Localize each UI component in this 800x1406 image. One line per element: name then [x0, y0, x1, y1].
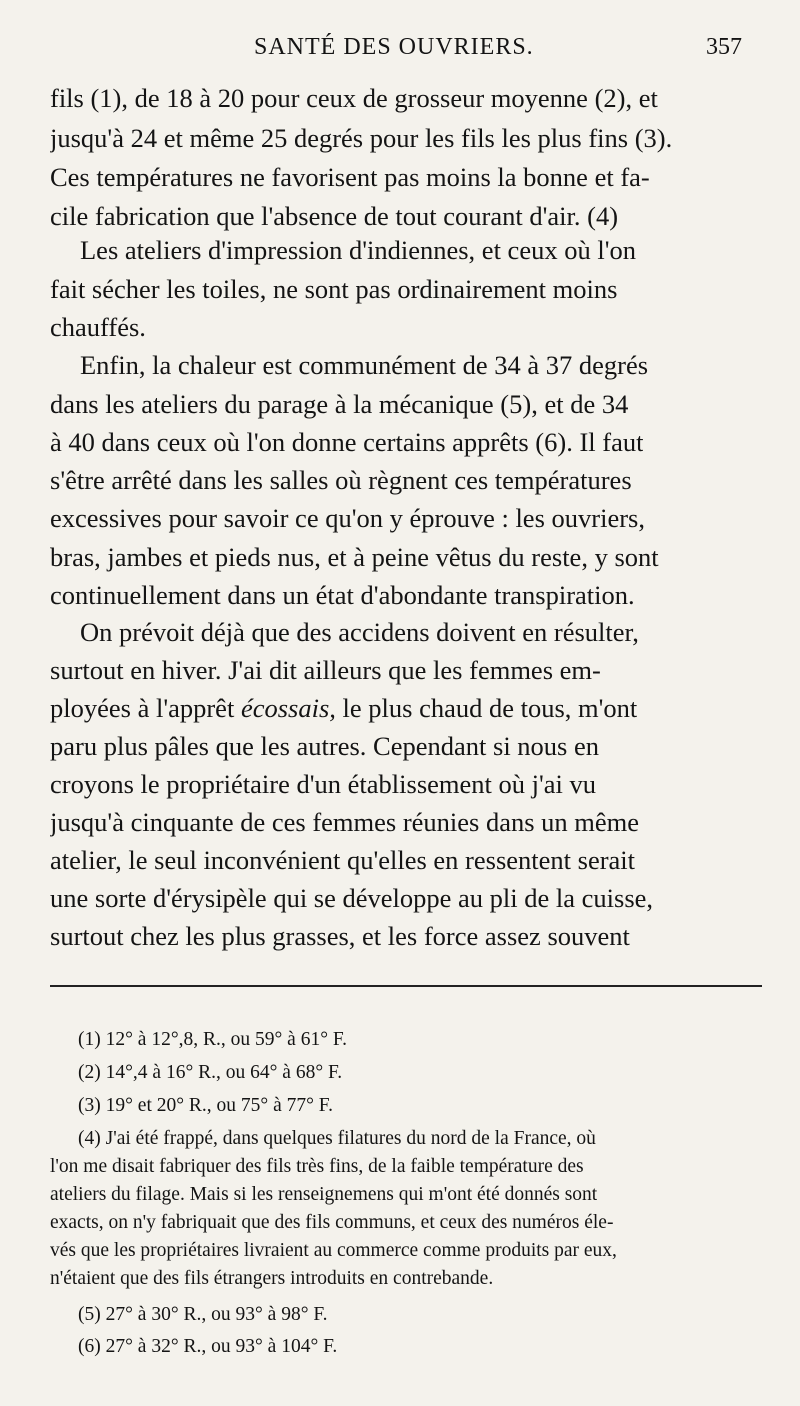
- body-line: s'être arrêté dans les salles où règnent ces températures: [50, 465, 632, 495]
- body-line: jusqu'à cinquante de ces femmes réunies dans un même: [50, 807, 640, 837]
- footnote-continuation: ateliers du filage. Mais si les renseignemens qui m'ont été donnés sont: [50, 1184, 598, 1205]
- body-line: une sorte d'érysipèle qui se développe au pli de la cuisse,: [50, 883, 654, 913]
- body-line: Enfin, la chaleur est communément de 34 à 37 degrés: [80, 350, 649, 380]
- body-line: paru plus pâles que les autres. Cependant si nous en: [50, 731, 600, 761]
- body-line: cile fabrication que l'absence de tout courant d'air. (4): [50, 201, 619, 231]
- footnote: (1) 12° à 12°,8, R., ou 59° à 61° F.: [78, 1029, 348, 1050]
- footnote: (4) J'ai été frappé, dans quelques filatures du nord de la France, où: [78, 1128, 596, 1149]
- footnote-continuation: vés que les propriétaires livraient au commerce comme produits par eux,: [50, 1240, 617, 1261]
- body-line: chauffés.: [50, 312, 146, 342]
- body-line: On prévoit déjà que des accidens doivent en résulter,: [80, 617, 639, 647]
- body-line: surtout en hiver. J'ai dit ailleurs que les femmes em-: [50, 655, 601, 685]
- body-line: continuellement dans un état d'abondante transpiration.: [50, 580, 635, 610]
- body-line-end: le plus chaud de tous, m'ont: [335, 693, 638, 723]
- body-line: fait sécher les toiles, ne sont pas ordinairement moins: [50, 274, 618, 304]
- body-line: surtout chez les plus grasses, et les force assez souvent: [50, 921, 630, 951]
- running-head: [0, 34, 800, 74]
- body-line: dans les ateliers du parage à la mécanique (5), et de 34: [50, 389, 629, 419]
- footnote-continuation: exacts, on n'y fabriquait que des fils communs, et ceux des numéros éle-: [50, 1212, 614, 1233]
- body-line: Les ateliers d'impression d'indiennes, et ceux où l'on: [80, 235, 636, 265]
- body-line: croyons le propriétaire d'un établissement où j'ai vu: [50, 769, 597, 799]
- body-line: fils (1), de 18 à 20 pour ceux de grosseur moyenne (2), et: [50, 83, 658, 113]
- footnote-continuation: l'on me disait fabriquer des fils très fins, de la faible température des: [50, 1156, 584, 1177]
- body-line: excessives pour savoir ce qu'on y éprouve : les ouvriers,: [50, 503, 645, 533]
- running-head-title: SANTÉ DES OUVRIERS.: [254, 34, 534, 60]
- body-line: bras, jambes et pieds nus, et à peine vêtus du reste, y sont: [50, 542, 659, 572]
- footnote: (3) 19° et 20° R., ou 75° à 77° F.: [78, 1095, 333, 1116]
- footnote-continuation: n'étaient que des fils étrangers introduits en contrebande.: [50, 1268, 494, 1289]
- body-line: atelier, le seul inconvénient qu'elles en ressentent serait: [50, 845, 636, 875]
- italic-term: écossais,: [240, 693, 336, 723]
- body-line: à 40 dans ceux où l'on donne certains apprêts (6). Il faut: [50, 427, 644, 457]
- footnote: (2) 14°,4 à 16° R., ou 64° à 68° F.: [78, 1062, 343, 1083]
- body-line: Ces températures ne favorisent pas moins la bonne et fa-: [50, 162, 650, 192]
- body-line: jusqu'à 24 et même 25 degrés pour les fils les plus fins (3).: [50, 123, 673, 153]
- footnote-rule: [50, 985, 762, 987]
- body-line: [50, 688, 637, 728]
- body-line-start: ployées à l'apprêt: [50, 693, 241, 723]
- footnote: (6) 27° à 32° R., ou 93° à 104° F.: [78, 1336, 338, 1357]
- page-number: 357: [706, 34, 742, 60]
- footnote: (5) 27° à 30° R., ou 93° à 98° F.: [78, 1304, 328, 1325]
